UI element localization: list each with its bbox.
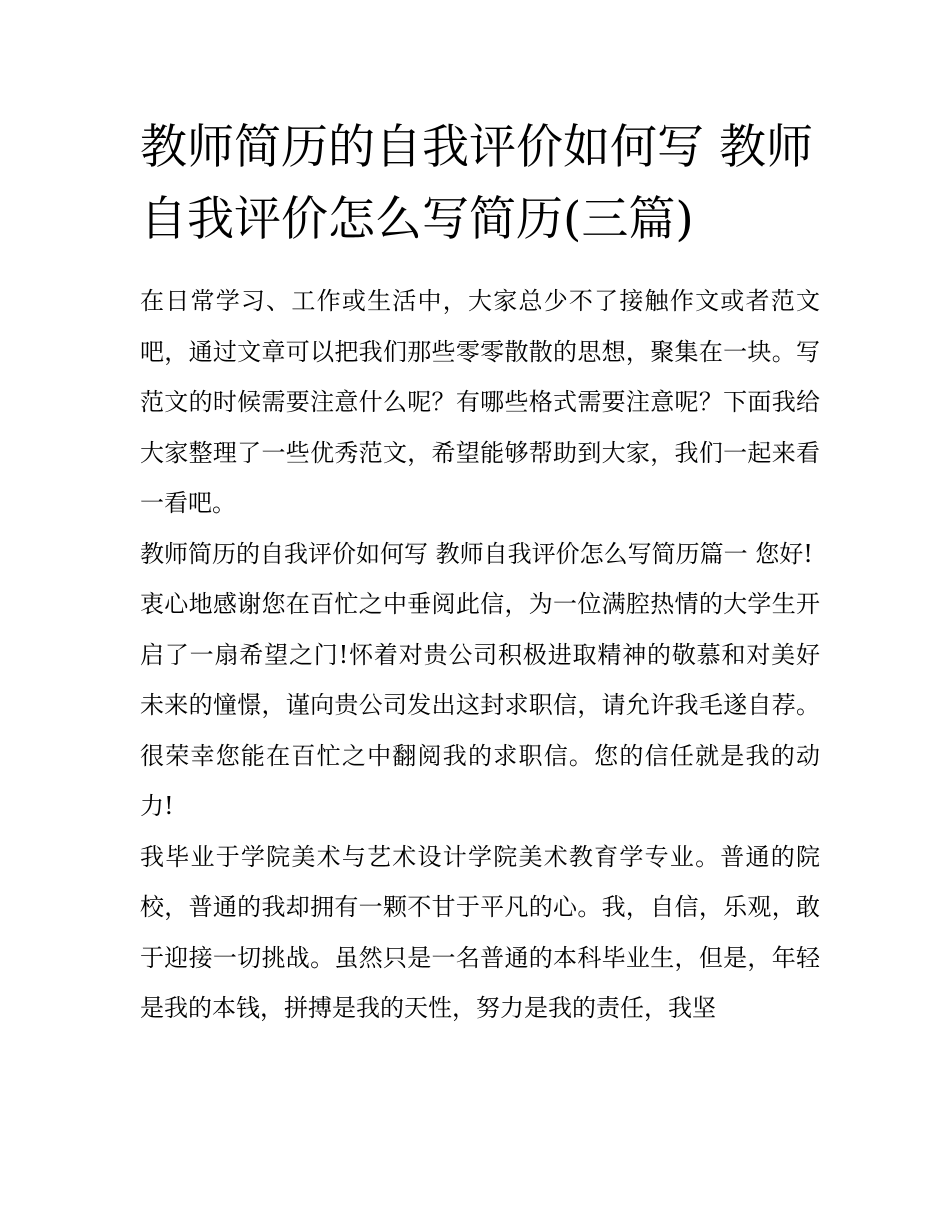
paragraph-section-heading: 教师简历的自我评价如何写 教师自我评价怎么写简历篇一 您好!	[140, 539, 813, 568]
paragraph-intro: 在日常学习、工作或生活中，大家总少不了接触作文或者范文吧，通过文章可以把我们那些零零散散的思想，聚集在一块。写范文的时候需要注意什么呢？有哪些格式需要注意呢？下面我给大家整理了一些优秀范文，希望能够帮助到大家，我们一起来看一看吧。	[140, 287, 820, 517]
document-title: 教师简历的自我评价如何写 教师自我评价怎么写简历(三篇)	[140, 120, 813, 247]
document-body	[140, 276, 820, 1034]
paragraph-background: 我毕业于学院美术与艺术设计学院美术教育学专业。普通的院校，普通的我却拥有一颗不甘于平凡的心。我，自信，乐观，敢于迎接一切挑战。虽然只是一名普通的本科毕业生，但是，年轻是我的本钱，拼搏是我的天性，努力是我的责任，我坚	[140, 842, 820, 1022]
paragraph-thanks: 衷心地感谢您在百忙之中垂阅此信，为一位满腔热情的大学生开启了一扇希望之门!怀着对贵公司积极进取精神的敬慕和对美好未来的憧憬，谨向贵公司发出这封求职信，请允许我毛遂自荐。很荣幸您能在百忙之中翻阅我的求职信。您的信任就是我的动力!	[140, 590, 820, 820]
